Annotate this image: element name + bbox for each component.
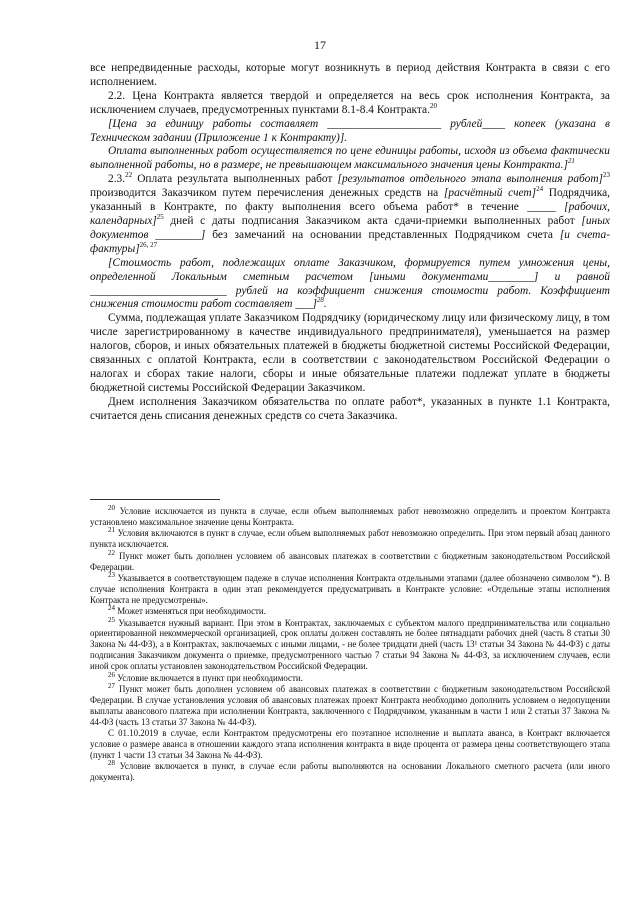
p23-italic-days: [рабочих, календарных] — [90, 201, 610, 227]
paragraph-payment-day: Днем исполнения Заказчиком обязательства по оплате работ*, указанных в пункте 1.1 Контракта, считается день списания денежных средств со счета Заказчика. — [90, 395, 610, 422]
footnote-text: Условия включаются в пункт в случае, если объем выполняемых работ невозможно определить. При этом первый абзац данного пункта исключается. — [90, 528, 611, 550]
footnote-text: Условие включается в пункт при необходимости. — [117, 672, 303, 683]
footnote — [90, 684, 610, 728]
footnote-ref-22[interactable]: 22 — [125, 171, 133, 180]
footnote-text: Может изменяться при необходимости. — [117, 606, 266, 617]
p23-text-c: производится Заказчиком путем перечисления денежных средств на — [90, 187, 439, 200]
paragraph-taxes: Сумма, подлежащая уплате Заказчиком Подрядчику (юридическому лицу или физическому лицу, в том числе зарегистрированному в качестве индивидуального предпринимателя), уменьшается на размер налогов, сборов, и иных обязательных платежей в бюджеты бюджетной системы Российской Федерации, связанных с оплатой Контракта, если в соответствии с законодательством Российской Федерации о налогах и сборах такие налоги, сборы и иные обязательные платежи подлежат уплате в бюджеты бюджетной системы Российской Федерации Заказчиком. — [90, 312, 610, 394]
footnote-number: 23 — [108, 570, 115, 579]
paragraph-payment-volume-text: Оплата выполненных работ осуществляется по цене единицы работы, исходя из объема фактически выполненной работы, но в размере, не превышающем максимального значения цены Контракта.] — [90, 145, 610, 172]
paragraph-costs: все непредвиденные расходы, которые могут возникнуть в период действия Контракта в связи с его исполнением. — [90, 62, 610, 88]
footnote-ref-24[interactable]: 24 — [536, 185, 544, 194]
p23-text-a: Оплата результата выполненных работ — [137, 173, 333, 186]
footnote-text: Пункт может быть дополнен условием об авансовых платежах в соответствии с бюджетным законодательством Российской Федерации. В случае установления условия об авансовых платежах проект Контракта необходимо дополнить условием о недопущении выплаты авансового платежа при исполнении Контракта, заключенного с Подрядчиком, указанным в части 1 или 2 статьи 37 Закона № 44-ФЗ (часть 13 статьи 37 Закона № 44-ФЗ). — [90, 684, 610, 727]
p23-text-d: Подрядчика, указанный в Контракте, по факту выполнения всего объема работ* в течение _____ — [90, 187, 611, 214]
footnote-number: 27 — [108, 682, 115, 691]
document-body — [90, 62, 610, 424]
footnote-ref-20[interactable]: 20 — [429, 101, 437, 110]
footnote-separator — [90, 499, 220, 500]
footnote — [90, 548, 610, 573]
footnote — [90, 606, 610, 617]
footnote-text: С 01.10.2019 в случае, если Контрактом предусмотрены его поэтапное исполнение и выплата аванса, в Контракт включается условие о размере аванса в отношении каждого этапа исполнения контракта в виде процента от размера цены соответствующего этапа (пункт 1 части 13 статьи 34 Закона № 44-ФЗ). — [90, 728, 610, 760]
p23-italic-stage: [результатов отдельного этапа выполнения работ] — [337, 173, 603, 186]
p23-italic-account: [расчётный счет] — [443, 187, 537, 200]
footnote-ref-26-27[interactable]: 26, 27 — [139, 240, 158, 249]
footnote-number: 22 — [108, 548, 115, 557]
footnote-text: Условие исключается из пункта в случае, если объем выполняемых работ невозможно определить и проектом Контракта установлено максимальное значение цены Контракта. — [90, 506, 611, 527]
footnote-ref-21[interactable]: 21 — [567, 157, 575, 166]
footnote-ref-25[interactable]: 25 — [156, 213, 164, 222]
footnote-text: Указывается нужный вариант. При этом в Контрактах, заключаемых с субъектом малого предпринимательства или социально ориентированной некоммерческой организацией, срок оплаты должен составлять не более пятнадцати рабочих дней (часть 8 статьи 30 Закона № 44-ФЗ), а в Контрактах, заключаемых с иными лицами, - не более тридцати дней (часть 13¹ статьи 34 Закона № 44-ФЗ) с даты подписания Заказчиком документа о приемке, предусмотренного частью 7 статьи 94 Закона № 44-ФЗ, за исключением случаев, если иной срок оплаты установлен законодательством Российской Федерации. — [90, 617, 610, 672]
footnote-ref-28[interactable]: 28 — [316, 296, 324, 305]
paragraph-2-3 — [90, 173, 610, 256]
p23-italic-invoice: [и счета-фактуры] — [90, 228, 610, 255]
footnote-text: Условие включается в пункт, в случае если работы выполняются на основании Локального сметного расчета (или иного документа). — [90, 761, 610, 783]
footnote — [90, 506, 610, 528]
footnote-number: 21 — [108, 526, 115, 535]
p23-text-f: без замечаний на основании представленных Подрядчиком счета — [212, 228, 553, 241]
p23-italic-docs: [иных документов ________] — [90, 214, 610, 241]
footnote-number: 26 — [108, 670, 115, 679]
footnote — [90, 761, 610, 783]
footnote-number: 24 — [108, 604, 115, 613]
footnote-text: Пункт может быть дополнен условием об авансовых платежах в соответствии с бюджетным законодательством Российской Федерации. — [90, 550, 610, 572]
footnote-ref-23[interactable]: 23 — [602, 171, 610, 180]
footnote — [90, 528, 610, 550]
footnote — [90, 615, 610, 673]
footnote-continuation — [90, 728, 610, 761]
footnote-number: 25 — [108, 615, 115, 624]
cost-formula-text: [Стоимость работ, подлежащих оплате Заказчиком, формируется путем умножения цены, определенной Локальным сметным расчетом [иными документами________] и равной ________________________ рублей на коэффициент снижения стоимости работ. Коэффициент снижения стоимости работ составляет ___] — [90, 256, 610, 311]
footnote-number: 28 — [108, 759, 115, 768]
p23-text-e: дней с даты подписания Заказчиком акта сдачи-приемки выполненных работ — [170, 214, 575, 227]
paragraph-2-2-text: 2.2. Цена Контракта является твердой и определяется на весь срок исполнения Контракта, за исключением случаев, предусмотренных пунктами 8.1-8.4 Контракта. — [90, 89, 610, 116]
footnote-text: Указывается в соответствующем падеже в случае исполнения Контракта отдельными этапами (далее обозначено символом *). В случае исполнения Контракта в один этап рекомендуется предусматривать в Контракте условие: «Отдельные этапы исполнения Контракта не предусмотрены». — [90, 572, 611, 605]
paragraph-cost-formula: [Стоимость работ, подлежащих оплате Заказчиком, формируется путем умножения цены, определенной Локальным сметным расчетом [иными документами________] и равной ________________________ рублей на коэффициент снижения стоимости работ. Коэффициент снижения стоимости работ составляет ___]$^{28}$. — [90, 256, 610, 311]
footnote-number: 20 — [108, 504, 115, 513]
paragraph-unit-price: [Цена за единицу работы составляет ____________________ рублей____ копеек (указана в Техническом задании (Приложение 1 к Контракту)]. — [90, 117, 610, 144]
p23-num: 2.3. — [108, 173, 126, 186]
paragraph-payment-volume — [90, 145, 610, 173]
footnotes — [90, 506, 610, 783]
page-number: 17 — [314, 38, 326, 52]
footnote — [90, 670, 610, 684]
footnote — [90, 570, 611, 606]
paragraph-2-2 — [90, 90, 610, 118]
